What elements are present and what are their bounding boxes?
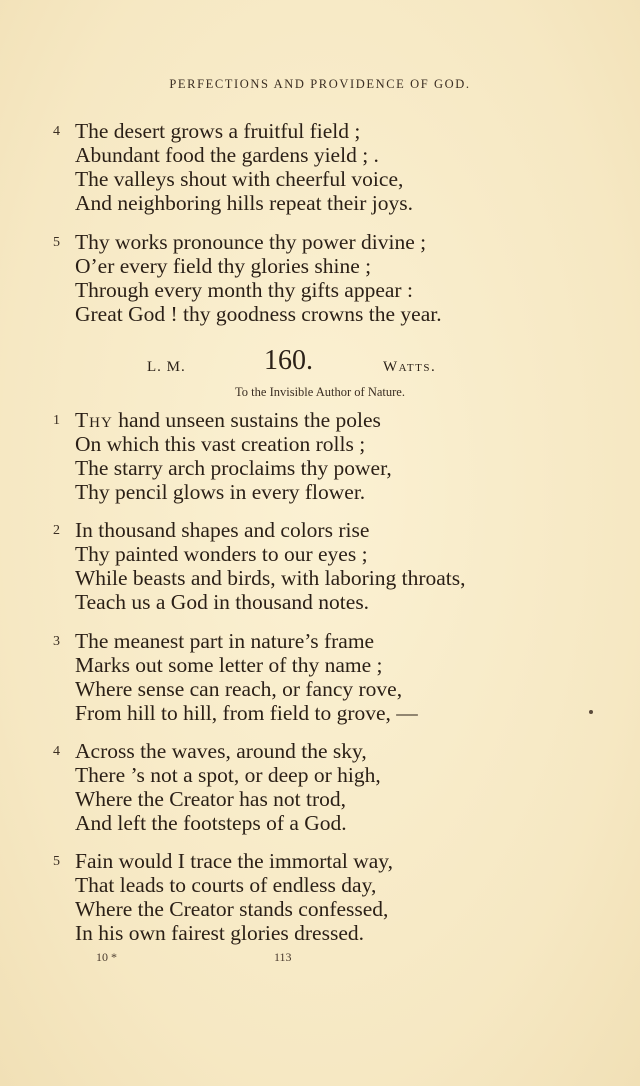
ink-speck bbox=[589, 710, 593, 714]
verse-line: The meanest part in nature’s frame bbox=[75, 629, 375, 653]
hymn-header bbox=[0, 345, 640, 379]
verse-line: On which this vast creation rolls ; bbox=[75, 432, 366, 456]
running-head: PERFECTIONS AND PROVIDENCE OF GOD. bbox=[169, 77, 471, 91]
verse-line: Marks out some letter of thy name ; bbox=[75, 653, 383, 677]
stanza-number: 5 bbox=[53, 235, 60, 250]
verse-line: While beasts and birds, with laboring throats, bbox=[75, 566, 466, 590]
signature-mark: 10 * bbox=[96, 950, 117, 964]
verse-line: Thy pencil glows in every flower. bbox=[75, 480, 366, 504]
stanza-number: 1 bbox=[53, 413, 60, 428]
verse-line: Where the Creator stands confessed, bbox=[75, 897, 389, 921]
verse-line: Teach us a God in thousand notes. bbox=[75, 590, 370, 614]
hymn-author: Watts. bbox=[383, 359, 437, 375]
page-number: 113 bbox=[274, 950, 292, 964]
verse-line: The valleys shout with cheerful voice, bbox=[75, 167, 404, 191]
verse-line: Abundant food the gardens yield ; . bbox=[75, 143, 379, 167]
hymn-subtitle: To the Invisible Author of Nature. bbox=[235, 385, 405, 399]
verse-line: Where the Creator has not trod, bbox=[75, 787, 347, 811]
verse-line: There ’s not a spot, or deep or high, bbox=[75, 763, 381, 787]
stanza-number: 2 bbox=[53, 523, 60, 538]
stanza-number: 5 bbox=[53, 854, 60, 869]
verse-line: Where sense can reach, or fancy rove, bbox=[75, 677, 403, 701]
verse-line-first bbox=[75, 408, 381, 432]
verse-line: In thousand shapes and colors rise bbox=[75, 518, 370, 542]
stanza-number: 3 bbox=[53, 634, 60, 649]
verse-line: And left the footsteps of a God. bbox=[75, 811, 347, 835]
drop-word: Thy bbox=[75, 408, 113, 432]
first-line-rest: hand unseen sustains the poles bbox=[112, 408, 381, 432]
verse-line: Across the waves, around the sky, bbox=[75, 739, 367, 763]
verse-line: Through every month thy gifts appear : bbox=[75, 278, 413, 302]
verse-line: In his own fairest glories dressed. bbox=[75, 921, 364, 945]
verse-line: From hill to hill, from field to grove, — bbox=[75, 701, 418, 725]
verse-line: Thy works pronounce thy power divine ; bbox=[75, 230, 427, 254]
stanza-number: 4 bbox=[53, 124, 60, 139]
verse-line: Thy painted wonders to our eyes ; bbox=[75, 542, 368, 566]
verse-line: The starry arch proclaims thy power, bbox=[75, 456, 392, 480]
verse-line: Fain would I trace the immortal way, bbox=[75, 849, 394, 873]
hymn-number: 160. bbox=[264, 345, 313, 376]
stanza-number: 4 bbox=[53, 744, 60, 759]
hymn-meter: L. M. bbox=[147, 359, 186, 375]
verse-line: That leads to courts of endless day, bbox=[75, 873, 377, 897]
verse-line: Great God ! thy goodness crowns the year. bbox=[75, 302, 442, 326]
verse-line: The desert grows a fruitful field ; bbox=[75, 119, 361, 143]
verse-line: And neighboring hills repeat their joys. bbox=[75, 191, 413, 215]
verse-line: O’er every field thy glories shine ; bbox=[75, 254, 372, 278]
